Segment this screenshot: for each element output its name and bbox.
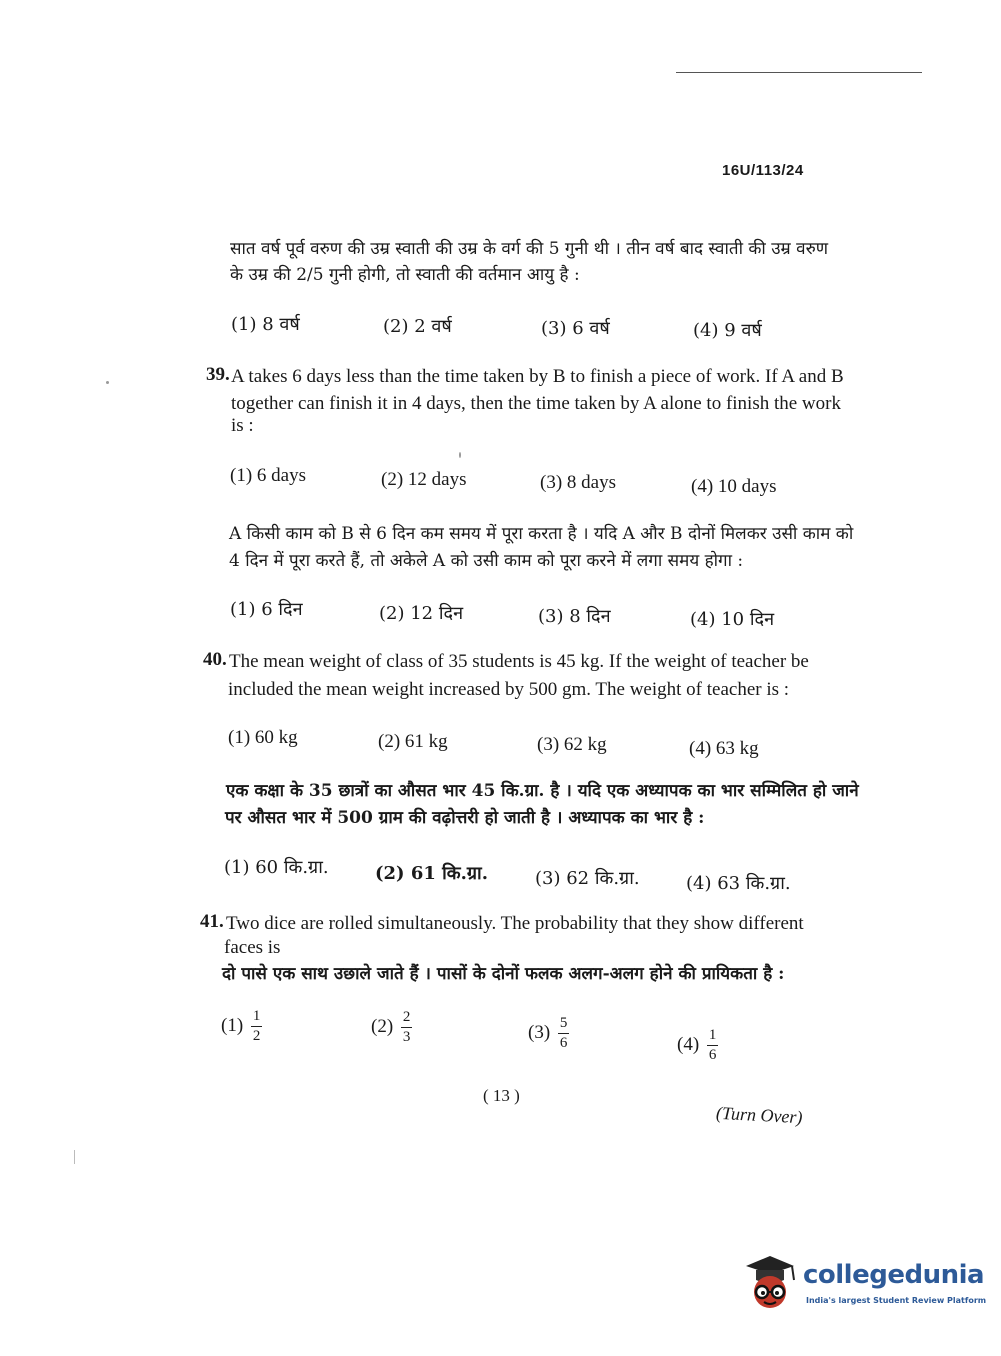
q39-hindi-option-2: (2) 12 दिन xyxy=(379,603,464,624)
q39-option-2: (2) 12 days xyxy=(381,469,467,490)
fraction-numerator: 5 xyxy=(559,1015,568,1031)
q39-option-3: (3) 8 days xyxy=(540,472,616,493)
q39-number: 39. xyxy=(206,364,230,385)
q40-hindi-line-2: पर औसत भार में 500 ग्राम की वढ़ोत्तरी हो जाती है । अध्यापक का भार है : xyxy=(225,808,705,828)
scan-mark xyxy=(74,1150,75,1164)
q38-option-4: (4) 9 वर्ष xyxy=(693,320,762,341)
q40-hindi-option-4: (4) 63 कि.ग्रा. xyxy=(686,873,791,894)
q39-hindi-line-2: 4 दिन में पूरा करते हैं, तो अकेले A को उसी काम को पूरा करने में लगा समय होगा : xyxy=(229,551,744,571)
q40-hindi-option-2: (2) 61 कि.ग्रा. xyxy=(375,863,488,884)
q40-hindi-line-1: एक कक्षा के 35 छात्रों का औसत भार 45 कि.ग्रा. है । यदि एक अध्यापक का भार सम्मिलित हो जाने xyxy=(226,781,859,801)
q40-hindi-option-3: (3) 62 कि.ग्रा. xyxy=(535,868,640,889)
q41-option-2-label: (2) xyxy=(371,1015,394,1037)
q41-option-4 xyxy=(677,1028,718,1063)
top-rule xyxy=(676,72,922,73)
paper-code: 16U/113/24 xyxy=(722,162,804,179)
q38-hindi-line-1: सात वर्ष पूर्व वरुण की उम्र स्वाती की उम्र के वर्ग की 5 गुनी थी । तीन वर्ष बाद स्वाती की उम्र वरुण xyxy=(230,239,829,259)
fraction-numerator: 2 xyxy=(402,1009,411,1025)
q39-option-4: (4) 10 days xyxy=(691,476,777,497)
q40-hindi-option-1: (1) 60 कि.ग्रा. xyxy=(224,857,329,878)
q41-option-3 xyxy=(528,1016,569,1051)
q39-hindi-option-4: (4) 10 दिन xyxy=(690,609,775,630)
q38-option-2: (2) 2 वर्ष xyxy=(383,316,452,337)
q40-line-2: included the mean weight increased by 500 gm. The weight of teacher is : xyxy=(228,679,790,700)
q41-number: 41. xyxy=(200,911,224,932)
q40-number: 40. xyxy=(203,649,227,670)
q41-option-4-label: (4) xyxy=(677,1033,700,1055)
q39-hindi-option-1: (1) 6 दिन xyxy=(230,599,303,620)
q39-option-1: (1) 6 days xyxy=(230,465,306,486)
fraction-1-2 xyxy=(251,1009,262,1044)
fraction-denominator: 6 xyxy=(559,1035,568,1051)
q38-option-1: (1) 8 वर्ष xyxy=(231,314,300,335)
q39-hindi-line-1: A किसी काम को B से 6 दिन कम समय में पूरा करता है । यदि A और B दोनों मिलकर उसी काम को xyxy=(229,524,854,544)
fraction-2-3 xyxy=(401,1010,412,1045)
watermark-brand: collegedunia xyxy=(803,1260,985,1290)
q39-hindi-option-3: (3) 8 दिन xyxy=(538,606,611,627)
turn-over-note: (Turn Over) xyxy=(715,1102,803,1128)
page-number: ( 13 ) xyxy=(483,1086,520,1105)
q41-option-1-label: (1) xyxy=(221,1014,244,1036)
q41-hindi-line: दो पासे एक साथ उछाले जाते हैं । पासों के दोनों फलक अलग-अलग होने की प्रायिकता है : xyxy=(222,964,785,984)
q41-line-2: faces is xyxy=(224,937,281,958)
q41-option-1 xyxy=(221,1009,262,1044)
scan-speck xyxy=(459,452,461,458)
q41-line-1: Two dice are rolled simultaneously. The probability that they show different xyxy=(226,913,804,934)
q38-hindi-line-2: के उम्र की 2/5 गुनी होगी, तो स्वाती की वर्तमान आयु है : xyxy=(230,265,580,285)
fraction-5-6 xyxy=(558,1016,569,1051)
fraction-numerator: 1 xyxy=(252,1008,261,1024)
q38-option-3: (3) 6 वर्ष xyxy=(541,318,610,339)
q40-option-4: (4) 63 kg xyxy=(689,738,759,759)
fraction-denominator: 6 xyxy=(708,1047,717,1063)
watermark-tagline: India's largest Student Review Platform xyxy=(806,1296,987,1305)
q40-line-1: The mean weight of class of 35 students is 45 kg. If the weight of teacher be xyxy=(229,651,809,672)
q39-line-1: A takes 6 days less than the time taken by B to finish a piece of work. If A and B xyxy=(231,366,844,387)
q40-option-1: (1) 60 kg xyxy=(228,727,298,748)
q41-option-3-label: (3) xyxy=(528,1021,551,1043)
fraction-denominator: 2 xyxy=(252,1028,261,1044)
q40-option-3: (3) 62 kg xyxy=(537,734,607,755)
scan-speck xyxy=(106,381,109,384)
q41-option-2 xyxy=(371,1010,412,1045)
fraction-denominator: 3 xyxy=(402,1029,411,1045)
fraction-1-6 xyxy=(707,1028,718,1063)
fraction-numerator: 1 xyxy=(708,1027,717,1043)
q40-option-2: (2) 61 kg xyxy=(378,731,448,752)
q39-line-2: together can finish it in 4 days, then the time taken by A alone to finish the work xyxy=(231,393,841,414)
q39-line-3: is : xyxy=(231,415,254,436)
